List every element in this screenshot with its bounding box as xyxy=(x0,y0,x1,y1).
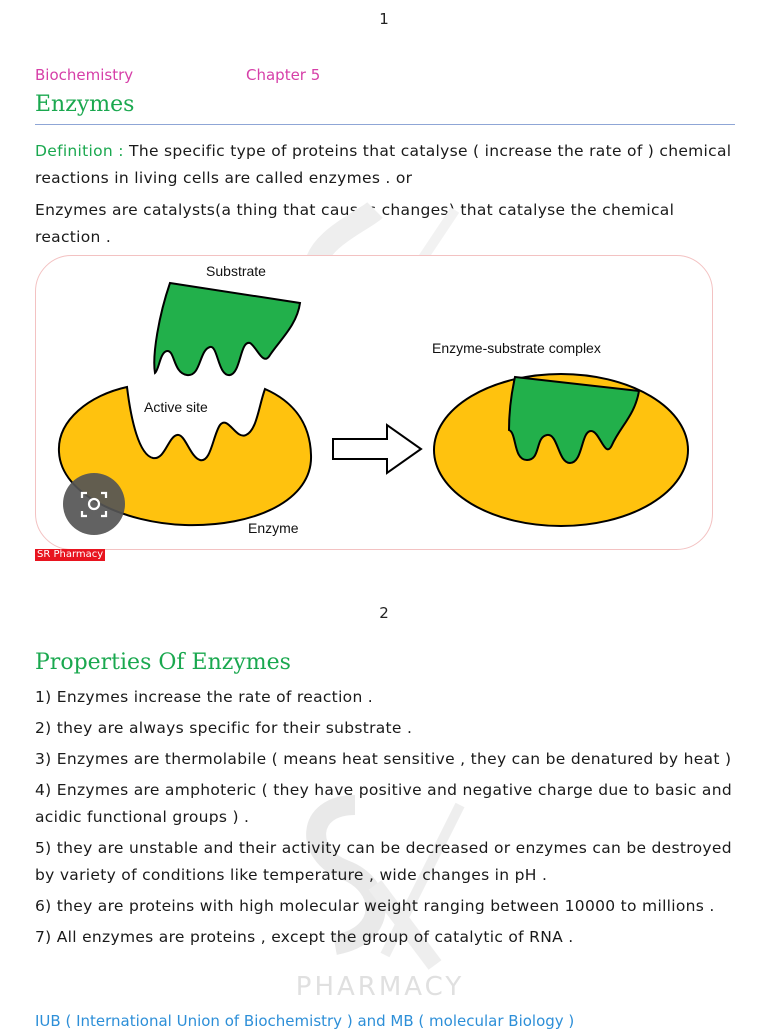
lens-search-icon[interactable] xyxy=(63,473,125,535)
property-item: 1) Enzymes increase the rate of reaction . xyxy=(35,688,374,706)
title-divider xyxy=(35,124,735,125)
property-item: 5) they are unstable and their activity can be decreased or enzymes can be destroyed by variety of conditions like temperature , wide changes in pH . xyxy=(35,839,732,884)
page-title: Enzymes xyxy=(35,92,135,117)
enzyme-label: Enzyme xyxy=(248,520,299,536)
definition-label: Definition : xyxy=(35,142,130,160)
property-item: 2) they are always specific for their substrate . xyxy=(35,719,413,737)
subject-label: Biochemistry xyxy=(35,66,134,84)
chapter-label: Chapter 5 xyxy=(246,66,321,84)
watermark-text: PHARMACY xyxy=(295,972,465,1002)
complex-label: Enzyme-substrate complex xyxy=(432,340,601,356)
bottom-note: IUB ( International Union of Biochemistry ) and MB ( molecular Biology ) xyxy=(35,1012,575,1030)
running-header xyxy=(35,66,321,84)
property-item: 7) All enzymes are proteins , except the group of catalytic of RNA . xyxy=(35,928,574,946)
credit-tag: SR Pharmacy xyxy=(37,549,104,560)
definition-alt-paragraph: Enzymes are catalysts(a thing that causes changes) that catalyse the chemical reaction . xyxy=(35,201,675,246)
property-item: 4) Enzymes are amphoteric ( they have positive and negative charge due to basic and acidic functional groups ) . xyxy=(35,781,732,826)
property-item: 6) they are proteins with high molecular weight ranging between 10000 to millions . xyxy=(35,897,715,915)
enzyme-substrate-diagram xyxy=(35,255,713,550)
section-title: Properties Of Enzymes xyxy=(35,650,291,675)
substrate-label: Substrate xyxy=(206,263,266,279)
definition-paragraph xyxy=(35,138,735,192)
active-site-label: Active site xyxy=(144,399,208,415)
page-number-1: 1 xyxy=(379,10,389,28)
properties-list xyxy=(35,684,735,955)
definition-text: The specific type of proteins that catalyse ( increase the rate of ) chemical reactions in living cells are called enzymes . or xyxy=(35,142,732,187)
property-item: 3) Enzymes are thermolabile ( means heat sensitive , they can be denatured by heat ) xyxy=(35,750,732,768)
page-number-2: 2 xyxy=(379,604,389,622)
